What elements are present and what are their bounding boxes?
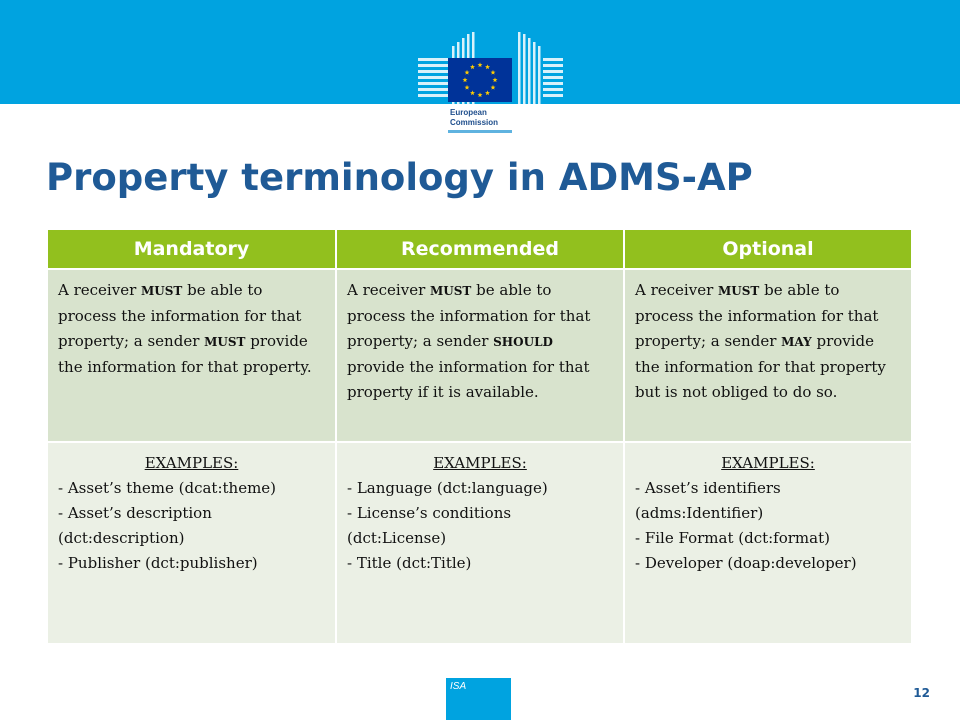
example-item: - File Format (dct:format) [635,529,830,547]
definition-text: provide the information for that property if it is available. [347,358,590,401]
logo-text-line2: Commission [450,118,499,127]
examples-cell [336,442,624,644]
example-item: - Title (dct:Title) [347,554,472,572]
definition-text: provide the information for that property but is not obliged to do so. [635,332,886,401]
examples-cell [624,442,912,644]
example-item: - Asset’s theme (dcat:theme) [58,479,277,497]
example-item: - Publisher (dct:publisher) [58,554,258,572]
isa-label: ISA [450,681,467,692]
definition-cell [48,269,336,442]
definition-text: be able to process the information for that property; a sender [58,281,302,350]
example-item: - Asset’s description (dct:description) [58,504,212,547]
requirement-keyword: MUST [204,335,246,349]
header-optional: Optional [624,230,912,269]
example-item: - Asset’s identifiers (adms:Identifier) [635,479,781,522]
requirement-keyword: SHOULD [493,335,553,349]
logo-text-line1: European [450,108,487,117]
example-item: - License’s conditions (dct:License) [347,504,512,547]
definition-text: A receiver [58,281,142,299]
requirement-keyword: MAY [781,335,812,349]
requirement-keyword: MUST [141,284,183,298]
terminology-table [48,230,913,645]
examples-heading: EXAMPLES: [144,454,239,472]
page-title: Property terminology in ADMS-AP [46,156,753,199]
header-recommended: Recommended [336,230,624,269]
examples-cell [48,442,336,644]
requirement-keyword: MUST [430,284,472,298]
definition-text: be able to process the information for that property; a sender [635,281,879,350]
table-header-row [48,230,912,269]
european-commission-logo [416,28,566,138]
definition-text: be able to process the information for that property; a sender [347,281,591,350]
definitions-row [48,269,912,442]
header-mandatory: Mandatory [48,230,336,269]
definition-cell [336,269,624,442]
definition-cell [624,269,912,442]
example-item: - Language (dct:language) [347,479,548,497]
requirement-keyword: MUST [718,284,760,298]
page-number: 12 [913,686,930,700]
example-item: - Developer (doap:developer) [635,554,857,572]
definition-text: A receiver [635,281,719,299]
european-commission-logo-graphic [416,28,566,138]
definition-text: A receiver [347,281,431,299]
examples-heading: EXAMPLES: [433,454,527,472]
isa-logo [446,678,511,720]
definition-text: provide the information for that property. [58,332,312,376]
examples-heading: EXAMPLES: [721,454,815,472]
examples-row [48,442,912,644]
